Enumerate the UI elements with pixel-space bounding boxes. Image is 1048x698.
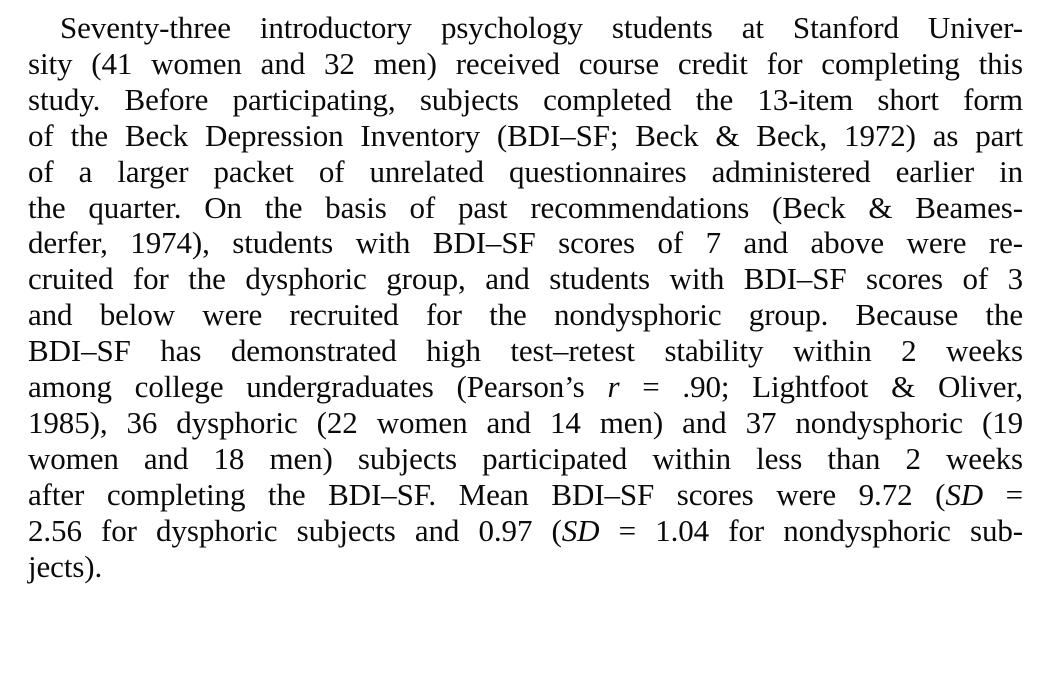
text-segment: 1985), 36 dysphoric (22 women and 14 men) and 37 nondysphoric (19: [28, 404, 1023, 440]
text-segment: women and 18 men) subjects participated within less than 2 weeks: [28, 440, 1023, 476]
text-segment: jects).: [28, 548, 103, 584]
text-line: [28, 441, 1023, 477]
text-segment: =: [983, 476, 1023, 512]
text-segment: and below were recruited for the nondysphoric group. Because the: [28, 297, 1023, 333]
text-line: [28, 261, 1023, 297]
text-line: [28, 513, 1023, 549]
text-line: [28, 549, 1023, 585]
italic-symbol: r: [607, 369, 620, 405]
text-segment: the quarter. On the basis of past recommendations (Beck & Beames-: [28, 189, 1023, 225]
text-segment: = .90; Lightfoot & Oliver,: [619, 369, 1024, 405]
text-line: [28, 405, 1023, 441]
text-segment: sity (41 women and 32 men) received course credit for completing this: [28, 45, 1023, 81]
text-segment: after completing the BDI–SF. Mean BDI–SF scores were 9.72 (: [28, 476, 946, 512]
text-segment: among college undergraduates (Pearson’s: [28, 369, 608, 405]
text-segment: 2.56 for dysphoric subjects and 0.97 (: [28, 512, 562, 548]
text-line: [28, 46, 1023, 82]
text-line: [28, 154, 1023, 190]
text-segment: = 1.04 for nondysphoric sub-: [599, 512, 1023, 548]
text-line: [28, 297, 1023, 333]
text-line: [28, 333, 1023, 369]
text-line: [28, 369, 1023, 405]
document-page: [28, 10, 1023, 585]
text-line: [28, 82, 1023, 118]
text-segment: study. Before participating, subjects completed the 13-item short form: [28, 81, 1023, 117]
text-segment: BDI–SF has demonstrated high test–retest stability within 2 weeks: [28, 333, 1023, 369]
body-paragraph: [28, 10, 1023, 585]
text-segment: cruited for the dysphoric group, and students with BDI–SF scores of 3: [28, 261, 1023, 297]
text-line: [28, 10, 1023, 46]
text-segment: derfer, 1974), students with BDI–SF scores of 7 and above were re-: [28, 225, 1023, 261]
italic-symbol: SD: [945, 476, 983, 512]
italic-symbol: SD: [561, 512, 600, 548]
text-line: [28, 190, 1023, 226]
text-segment: of a larger packet of unrelated questionnaires administered earlier in: [28, 153, 1023, 189]
text-line: [28, 225, 1023, 261]
text-segment: of the Beck Depression Inventory (BDI–SF; Beck & Beck, 1972) as part: [28, 117, 1023, 153]
text-line: [28, 477, 1023, 513]
text-segment: Seventy-three introductory psychology students at Stanford Univer-: [60, 10, 1023, 45]
text-line: [28, 118, 1023, 154]
